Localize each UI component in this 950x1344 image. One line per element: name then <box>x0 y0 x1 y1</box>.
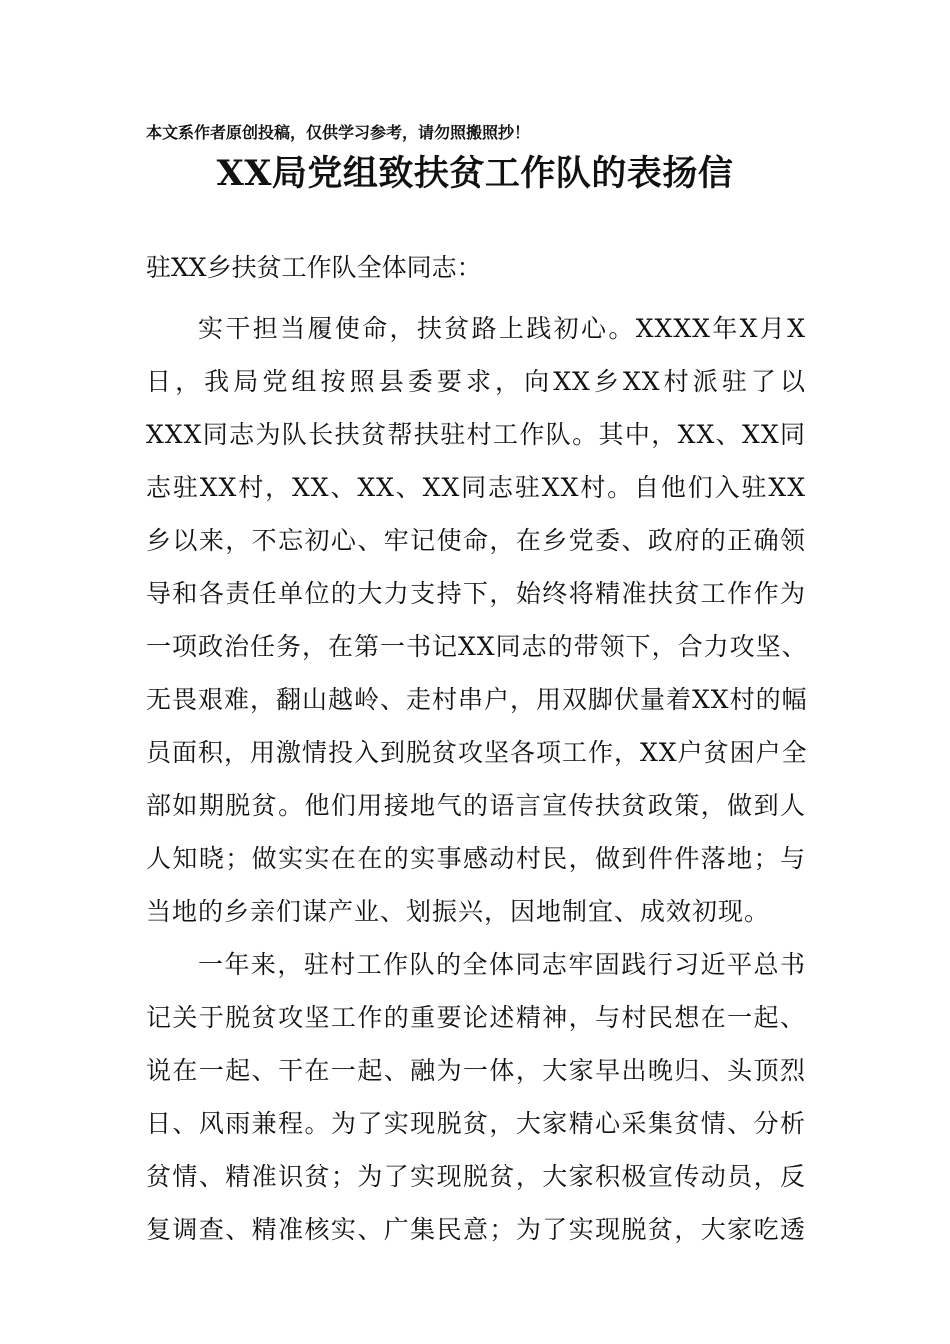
body-line: 当地的乡亲们谋产业、划振兴，因地制宜、成效初现。 <box>146 897 771 926</box>
body-line: XXX同志为队长扶贫帮扶驻村工作队。其中，XX、XX同 <box>146 420 806 449</box>
body-line: 一项政治任务，在第一书记XX同志的带领下，合力攻坚、 <box>146 632 808 661</box>
body-line: 贫情、精准识贫；为了实现脱贫，大家积极宣传动员，反 <box>146 1162 806 1191</box>
copyright-notice: 本文系作者原创投稿，仅供学习参考，请勿照搬照抄！ <box>146 123 531 142</box>
body-line: 志驻XX村，XX、XX、XX同志驻XX村。自他们入驻XX <box>146 473 806 502</box>
body-line: 无畏艰难，翻山越岭、走村串户，用双脚伏量着XX村的幅 <box>146 685 808 714</box>
body-line: 一年来，驻村工作队的全体同志牢固践行习近平总书 <box>198 950 806 979</box>
letter-body <box>146 302 806 1256</box>
body-line: 实干担当履使命，扶贫路上践初心。XXXX年X月X <box>198 314 806 343</box>
body-line: 说在一起、干在一起、融为一体，大家早出晚归、头顶烈 <box>146 1056 806 1085</box>
salutation: 驻XX乡扶贫工作队全体同志： <box>146 253 482 282</box>
body-line: 人知晓；做实实在在的实事感动村民，做到件件落地；与 <box>146 844 806 873</box>
body-line: 记关于脱贫攻坚工作的重要论述精神，与村民想在一起、 <box>146 1003 806 1032</box>
body-line: 导和各责任单位的大力支持下，始终将精准扶贫工作作为 <box>146 579 806 608</box>
body-line: 乡以来，不忘初心、牢记使命，在乡党委、政府的正确领 <box>146 526 806 555</box>
document-title: XX局党组致扶贫工作队的表扬信 <box>216 153 734 194</box>
body-line: 日、风雨兼程。为了实现脱贫，大家精心采集贫情、分析 <box>146 1109 806 1138</box>
body-line: 员面积，用激情投入到脱贫攻坚各项工作，XX户贫困户全 <box>146 738 808 767</box>
body-line: 日，我局党组按照县委要求，向XX乡XX村派驻了以 <box>146 367 806 396</box>
body-line: 复调查、精准核实、广集民意；为了实现脱贫，大家吃透 <box>146 1215 806 1244</box>
body-line: 部如期脱贫。他们用接地气的语言宣传扶贫政策，做到人 <box>146 791 806 820</box>
